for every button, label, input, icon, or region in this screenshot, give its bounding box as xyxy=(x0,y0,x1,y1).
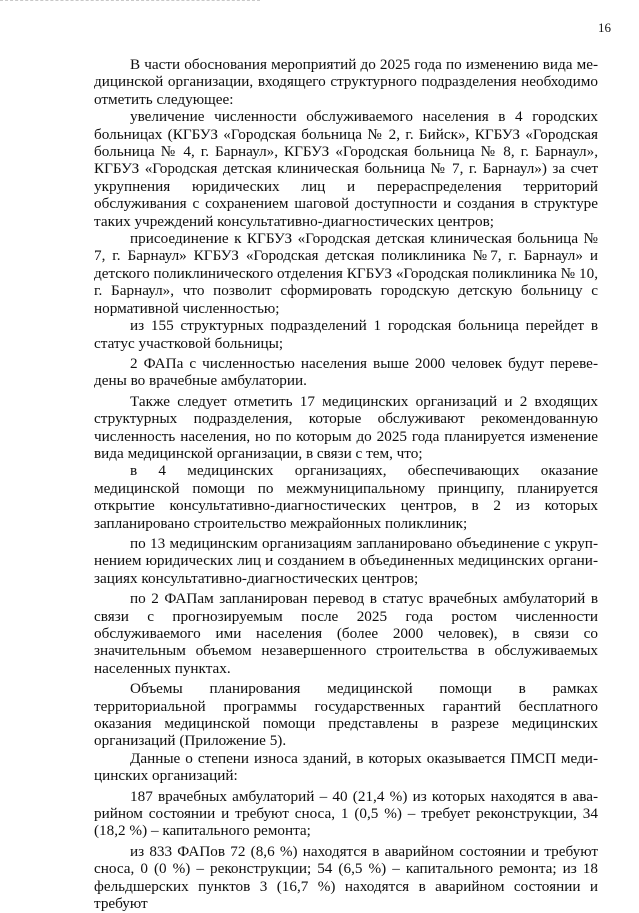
paragraph-13-organizations: по 13 медицинским организациям запланировано объединение с укрупнением юридических лиц и созданием в объединенных медицинских организациях консультативно-диагностических центров; xyxy=(94,534,598,587)
paragraph-2-faps: по 2 ФАПам запланирован перевод в статус врачебных амбулаторий в связи с прогнозируемым после 2025 года ростом численности обслуживаемого ими населения (более 2000 человек), в связи со значительным объемом незавершенного строительства в обслуживаемых населенных пунктах. xyxy=(94,590,598,677)
paragraph-hospitals-expansion: увеличение численности обслуживаемого населения в 4 городских больницах (КГБУЗ «Городская больница № 2, г. Бийск», КГБУЗ «Городская больница № 4, г. Барнаул», КГБУЗ «Городская больница № 8, г. Барнаул», КГБУЗ «Городская детская клиническая больница № 7, г. Барнаул») за счет укрупнения юридических лиц и перераспределения территорий обслуживания с сохранением шаговой доступности и создания в структуре таких учреждений консультативно-диагностических центров; xyxy=(94,108,598,230)
paragraph-intro: В части обоснования мероприятий до 2025 года по изменению вида медицинской организации, входящего структурного подразделения необходимо отметить следующее: xyxy=(94,56,598,108)
paragraph-ambulatories-wear: 187 врачебных амбулаторий – 40 (21,4 %) из которых находятся в аварийном состоянии и требуют сноса, 1 (0,5 %) – требует реконструкции, 34 (18,2 %) – капитального ремонта; xyxy=(94,787,598,840)
paragraph-district-hospital: из 155 структурных подразделений 1 городская больница перейдет в статус участковой больницы; xyxy=(94,317,598,352)
paragraph-children-hospital-merge: присоединение к КГБУЗ «Городская детская клиническая больница № 7, г. Барнаул» КГБУЗ «Городская детская поликлиника №7, г. Барнаул» и детского поликлинического отделения КГБУЗ «Городская поликлиника № 10, г. Барнаул», что позволит сформировать городскую детскую больницу с нормативной численностью; xyxy=(94,230,598,317)
paragraph-fap-conversion: 2 ФАПа с численностью населения выше 2000 человек будут переведены во врачебные амбулатории. xyxy=(94,354,598,390)
paragraph-17-organizations: Также следует отметить 17 медицинских организаций и 2 входящих структурных подразделения, которые обслуживают рекомендованную численность населения, но по которым до 2025 года планируется изменение вида медицинской организации, в связи с тем, что; xyxy=(94,392,598,462)
paragraph-planning-volumes: Объемы планирования медицинской помощи в рамках территориальной программы государственных гарантий бесплатного оказания медицинской помощи представлены в разрезе медицинских организаций (Приложение 5). xyxy=(94,680,598,750)
paragraph-consult-centers: в 4 медицинских организациях, обеспечивающих оказание медицинской помощи по межмуниципальному принципу, планируется открытие консультативно-диагностических центров, в 2 из которых запланировано строительство межрайонных поликлиник; xyxy=(94,462,598,532)
scan-edge-divider xyxy=(0,0,260,1)
document-body xyxy=(94,56,598,913)
paragraph-faps-wear: из 833 ФАПов 72 (8,6 %) находятся в аварийном состоянии и требуют сноса, 0 (0 %) – реконструкции; 54 (6,5 %) – капитального ремонта; из 18 фельдшерских пунктов 3 (16,7 %) находятся в аварийном состоянии и требуют xyxy=(94,842,598,913)
page-number: 16 xyxy=(598,20,611,35)
paragraph-wear-intro: Данные о степени износа зданий, в которых оказывается ПМСП медицинских организаций: xyxy=(94,749,598,785)
